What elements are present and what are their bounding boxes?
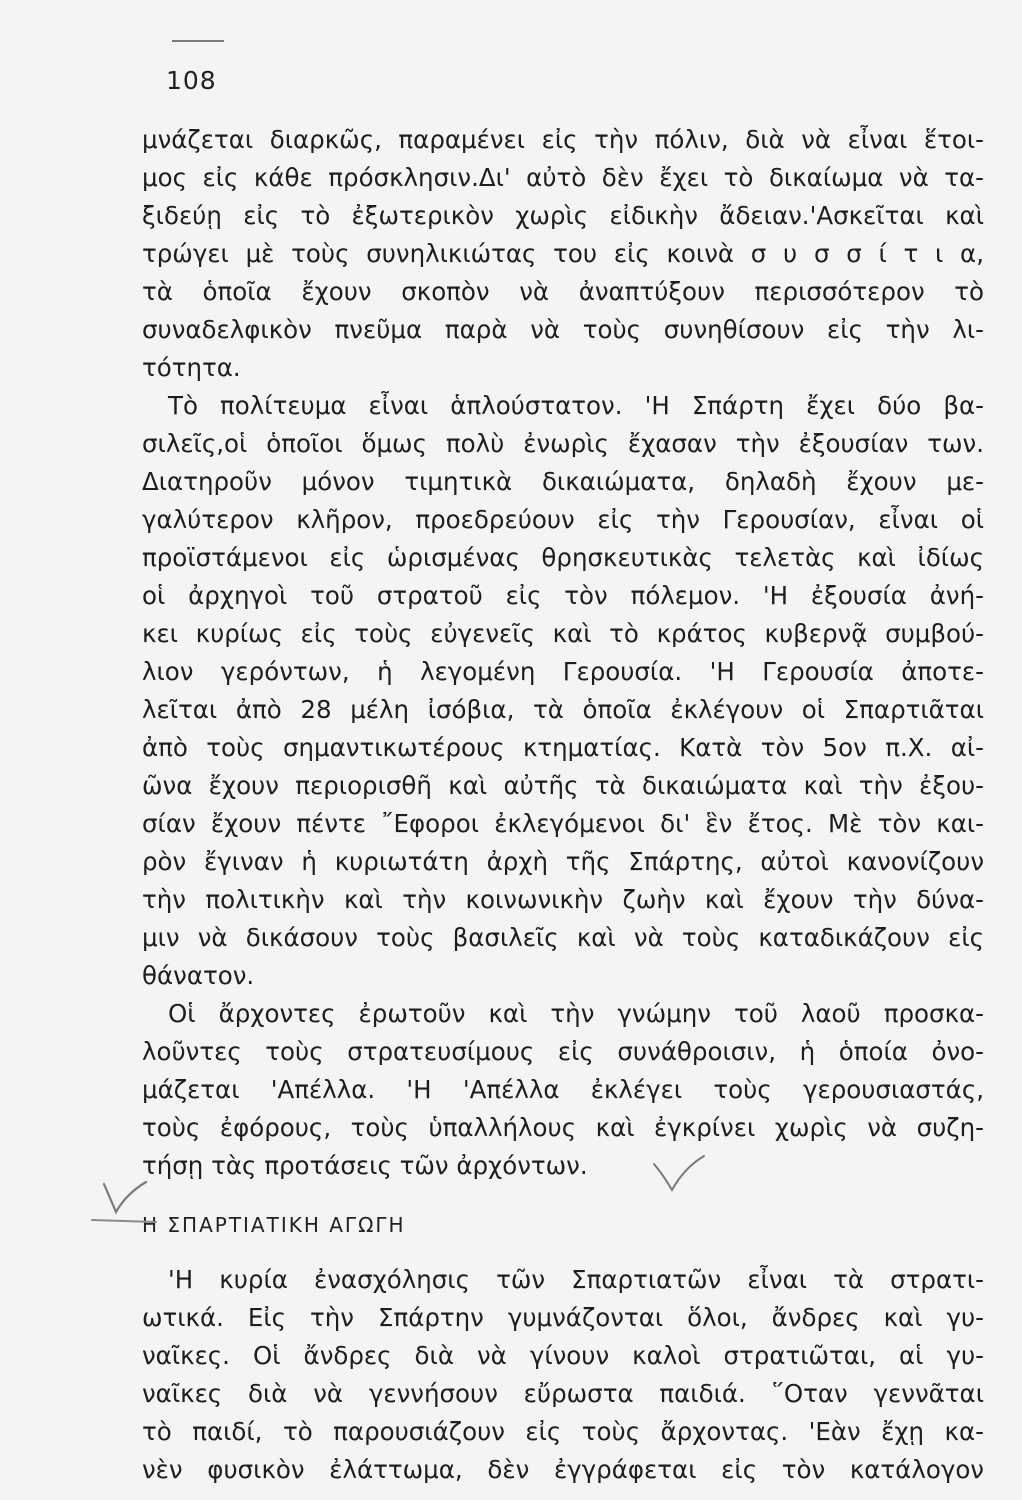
text-line: μάζεται 'Απέλλα. 'Η 'Απέλλα ἐκλέγει τοὺς γερουσιαστάς, bbox=[142, 1075, 984, 1104]
page-number: 108 bbox=[166, 66, 217, 95]
section-heading: Η ΣΠΑΡΤΙΑΤΙΚΗ ΑΓΩΓΗ bbox=[142, 1213, 406, 1237]
text-line: λιον γερόντων, ἡ λεγομένη Γερουσία. 'Η Γερουσία ἀποτε- bbox=[142, 657, 984, 686]
paragraph-first-line: Οἱ ἄρχοντες ἐρωτοῦν καὶ τὴν γνώμην τοῦ λαοῦ προσκα- bbox=[168, 999, 984, 1028]
text-line: λεῖται ἀπὸ 28 μέλη ἰσόβια, τὰ ὁποῖα ἐκλέγουν οἱ Σπαρτιᾶται bbox=[142, 695, 984, 724]
text-line: μος εἰς κάθε πρόσκλησιν.Δι' αὐτὸ δὲν ἔχει τὸ δικαίωμα νὰ τα- bbox=[142, 163, 984, 192]
text-line: νὲν φυσικὸν ἐλάττωμα, δὲν ἐγγράφεται εἰς τὸν κατάλογον bbox=[142, 1455, 984, 1484]
text-line: ἀπὸ τοὺς σημαντικωτέρους κτηματίας. Κατὰ τὸν 5ον π.Χ. αἰ- bbox=[142, 733, 984, 762]
text-line: θάνατον. bbox=[142, 961, 255, 990]
text-line: ρὸν ἔγιναν ἡ κυριωτάτη ἀρχὴ τῆς Σπάρτης, αὐτοὶ κανονίζουν bbox=[142, 847, 984, 876]
text-line: γαλύτερον κλῆρον, προεδρεύουν εἰς τὴν Γερουσίαν, εἶναι οἱ bbox=[142, 505, 984, 534]
text-line: ῶνα ἔχουν περιορισθῆ καὶ αὐτῆς τὰ δικαιώματα καὶ τὴν ἐξου- bbox=[142, 771, 984, 800]
text-line: ναῖκες διὰ νὰ γεννήσουν εὔρωστα παιδιά. ῞Οταν γεννᾶται bbox=[142, 1379, 984, 1408]
text-line: τρώγει μὲ τοὺς συνηλικιώτας του εἰς κοινὰ σ υ σ σ ί τ ι α, bbox=[142, 239, 984, 268]
text-line: κει κυρίως εἰς τοὺς εὐγενεῖς καὶ τὸ κράτος κυβερνᾷ συμβού- bbox=[142, 619, 984, 648]
text-line: συναδελφικὸν πνεῦμα παρὰ νὰ τοὺς συνηθίσουν εἰς τὴν λι- bbox=[142, 315, 984, 344]
text-line: τὸ παιδί, τὸ παρουσιάζουν εἰς τοὺς ἄρχοντας. 'Εὰν ἔχῃ κα- bbox=[142, 1417, 984, 1446]
text-line: τοὺς ἐφόρους, τοὺς ὑπαλλήλους καὶ ἐγκρίνει χωρὶς νὰ συζη- bbox=[142, 1113, 984, 1142]
text-line: ξιδεύῃ εἰς τὸ ἐξωτερικὸν χωρὶς εἰδικὴν ἄδειαν.'Ασκεῖται καὶ bbox=[142, 201, 984, 230]
text-line: τήσῃ τὰς προτάσεις τῶν ἀρχόντων. bbox=[142, 1151, 588, 1180]
text-line: λοῦντες τοὺς στρατευσίμους εἰς συνάθροισιν, ἡ ὁποία ὀνο- bbox=[142, 1037, 984, 1066]
paragraph-first-line: Τὸ πολίτευμα εἶναι ἁπλούστατον. 'Η Σπάρτη ἔχει δύο βα- bbox=[168, 391, 984, 420]
paragraph-first-line: 'Η κυρία ἐνασχόλησις τῶν Σπαρτιατῶν εἶναι τὰ στρατι- bbox=[168, 1265, 984, 1294]
text-line: τὰ ὁποῖα ἔχουν σκοπὸν νὰ ἀναπτύξουν περισσότερον τὸ bbox=[142, 277, 984, 306]
text-line: τὴν πολιτικὴν καὶ τὴν κοινωνικὴν ζωὴν καὶ ἔχουν τὴν δύνα- bbox=[142, 885, 984, 914]
text-line: ωτικά. Εἰς τὴν Σπάρτην γυμνάζονται ὅλοι, ἄνδρες καὶ γυ- bbox=[142, 1303, 984, 1332]
top-scan-mark bbox=[172, 40, 224, 42]
text-line: ναῖκες. Οἱ ἄνδρες διὰ νὰ γίνουν καλοὶ στρατιῶται, αἱ γυ- bbox=[142, 1341, 984, 1370]
text-line: σιλεῖς,οἱ ὁποῖοι ὅμως πολὺ ἐνωρὶς ἔχασαν τὴν ἐξουσίαν των. bbox=[142, 429, 984, 458]
text-line: Διατηροῦν μόνον τιμητικὰ δικαιώματα, δηλαδὴ ἔχουν με- bbox=[142, 467, 984, 496]
text-line: σίαν ἔχουν πέντε ῎Εφοροι ἐκλεγόμενοι δι' ἓν ἔτος. Μὲ τὸν και- bbox=[142, 809, 984, 838]
text-line: προϊστάμενοι εἰς ὡρισμένας θρησκευτικὰς τελετὰς καὶ ἰδίως bbox=[142, 543, 984, 572]
text-line: μιν νὰ δικάσουν τοὺς βασιλεῖς καὶ νὰ τοὺς καταδικάζουν εἰς bbox=[142, 923, 984, 952]
text-line: τότητα. bbox=[142, 353, 241, 382]
text-line: οἱ ἀρχηγοὶ τοῦ στρατοῦ εἰς τὸν πόλεμον. 'Η ἐξουσία ἀνή- bbox=[142, 581, 984, 610]
text-line: μνάζεται διαρκῶς, παραμένει εἰς τὴν πόλιν, διὰ νὰ εἶναι ἕτοι- bbox=[142, 125, 984, 154]
